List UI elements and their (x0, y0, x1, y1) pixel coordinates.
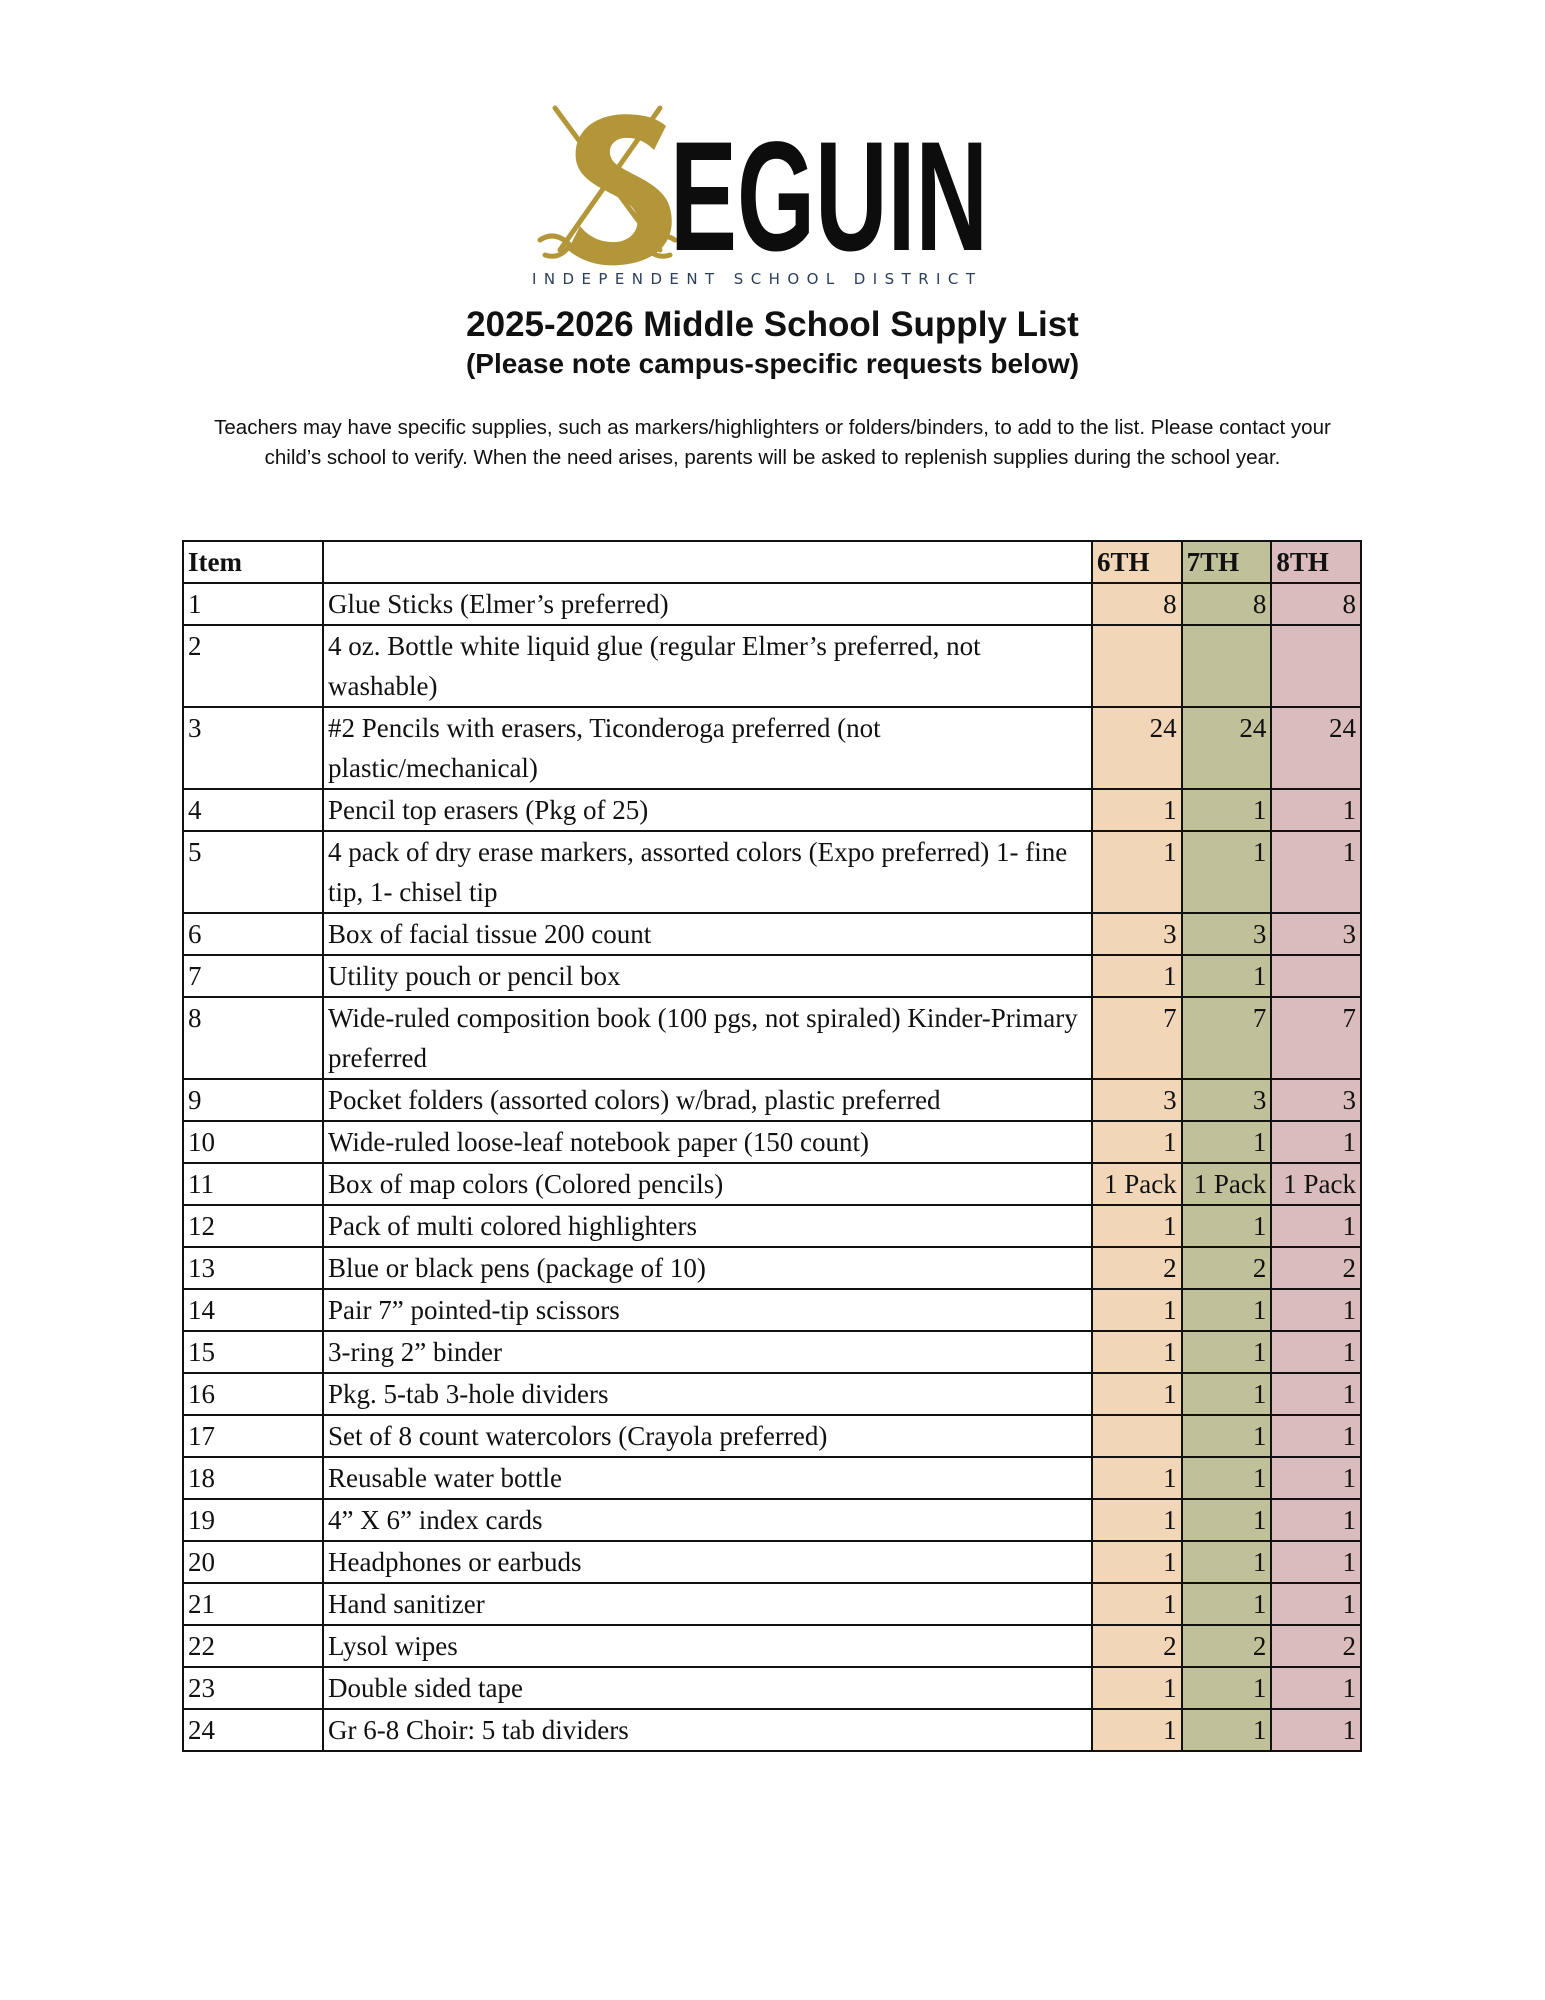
item-number: 16 (183, 1373, 323, 1415)
item-description: Pkg. 5-tab 3-hole dividers (323, 1373, 1092, 1415)
grade-6-quantity: 2 (1092, 1247, 1182, 1289)
item-description: Pocket folders (assorted colors) w/brad, plastic preferred (323, 1079, 1092, 1121)
item-number: 2 (183, 625, 323, 707)
grade-7-quantity: 1 (1182, 1583, 1272, 1625)
grade-8-quantity: 2 (1271, 1247, 1361, 1289)
item-number: 9 (183, 1079, 323, 1121)
table-row (183, 1163, 1361, 1205)
grade-8-quantity: 1 (1271, 1415, 1361, 1457)
item-number: 21 (183, 1583, 323, 1625)
grade-7-quantity: 24 (1182, 707, 1272, 789)
grade-8-quantity: 1 (1271, 831, 1361, 913)
grade-8-quantity: 1 (1271, 1709, 1361, 1751)
item-description: 4 oz. Bottle white liquid glue (regular Elmer’s preferred, not washable) (323, 625, 1092, 707)
grade-8-quantity: 1 (1271, 1373, 1361, 1415)
grade-8-quantity: 1 (1271, 1667, 1361, 1709)
grade-8-quantity: 1 Pack (1271, 1163, 1361, 1205)
table-row (183, 1205, 1361, 1247)
grade-6-quantity: 3 (1092, 913, 1182, 955)
grade-6-quantity: 8 (1092, 583, 1182, 625)
item-number: 23 (183, 1667, 323, 1709)
item-description: Pair 7” pointed-tip scissors (323, 1289, 1092, 1331)
logo-district-name: INDEPENDENT SCHOOL DISTRICT (532, 270, 980, 288)
grade-8-quantity: 3 (1271, 1079, 1361, 1121)
table-row (183, 1331, 1361, 1373)
grade-7-quantity: 8 (1182, 583, 1272, 625)
grade-6-quantity: 1 (1092, 1583, 1182, 1625)
table-row (183, 707, 1361, 789)
grade-6-quantity: 1 (1092, 1667, 1182, 1709)
grade-7-quantity: 2 (1182, 1625, 1272, 1667)
table-row (183, 1373, 1361, 1415)
item-description: Gr 6-8 Choir: 5 tab dividers (323, 1709, 1092, 1751)
item-description: 3-ring 2” binder (323, 1331, 1092, 1373)
item-description: Pack of multi colored highlighters (323, 1205, 1092, 1247)
table-row (183, 1079, 1361, 1121)
item-description: #2 Pencils with erasers, Ticonderoga preferred (not plastic/mechanical) (323, 707, 1092, 789)
supply-table-body (183, 583, 1361, 1751)
item-number: 15 (183, 1331, 323, 1373)
table-row (183, 997, 1361, 1079)
district-logo (520, 100, 1000, 300)
grade-7-quantity: 1 (1182, 1289, 1272, 1331)
header-grade-8: 8TH (1271, 541, 1361, 583)
table-row (183, 625, 1361, 707)
intro-paragraph: Teachers may have specific supplies, such as markers/highlighters or folders/binders, to add to the list. Please contact your child’s school to verify. When the need arises, parents will be asked to replenish supplies during the school year. (214, 416, 1331, 469)
item-number: 17 (183, 1415, 323, 1457)
table-row (183, 1415, 1361, 1457)
item-description: Double sided tape (323, 1667, 1092, 1709)
item-number: 7 (183, 955, 323, 997)
grade-6-quantity: 1 (1092, 1541, 1182, 1583)
item-number: 1 (183, 583, 323, 625)
grade-6-quantity: 1 (1092, 1499, 1182, 1541)
grade-8-quantity: 1 (1271, 1541, 1361, 1583)
grade-6-quantity: 1 (1092, 1205, 1182, 1247)
grade-6-quantity: 1 (1092, 1121, 1182, 1163)
table-row (183, 955, 1361, 997)
grade-8-quantity: 1 (1271, 1331, 1361, 1373)
grade-8-quantity: 7 (1271, 997, 1361, 1079)
item-description: Hand sanitizer (323, 1583, 1092, 1625)
grade-8-quantity: 1 (1271, 1457, 1361, 1499)
grade-6-quantity: 1 (1092, 831, 1182, 913)
grade-7-quantity: 1 (1182, 1205, 1272, 1247)
grade-8-quantity: 1 (1271, 1583, 1361, 1625)
grade-6-quantity: 1 (1092, 1709, 1182, 1751)
table-row (183, 1289, 1361, 1331)
grade-7-quantity: 7 (1182, 997, 1272, 1079)
grade-8-quantity: 1 (1271, 1121, 1361, 1163)
grade-6-quantity: 2 (1092, 1625, 1182, 1667)
item-description: 4” X 6” index cards (323, 1499, 1092, 1541)
grade-6-quantity: 1 (1092, 789, 1182, 831)
table-row (183, 583, 1361, 625)
table-row (183, 1667, 1361, 1709)
grade-8-quantity: 8 (1271, 583, 1361, 625)
item-number: 14 (183, 1289, 323, 1331)
item-description: 4 pack of dry erase markers, assorted colors (Expo preferred) 1- fine tip, 1- chisel tip (323, 831, 1092, 913)
grade-7-quantity: 1 (1182, 1457, 1272, 1499)
table-row (183, 1121, 1361, 1163)
seguin-logo-graphic (520, 100, 1000, 300)
grade-8-quantity: 24 (1271, 707, 1361, 789)
grade-7-quantity: 2 (1182, 1247, 1272, 1289)
grade-8-quantity: 1 (1271, 1499, 1361, 1541)
grade-7-quantity: 1 (1182, 955, 1272, 997)
grade-8-quantity: 1 (1271, 789, 1361, 831)
item-number: 12 (183, 1205, 323, 1247)
item-number: 3 (183, 707, 323, 789)
item-description: Set of 8 count watercolors (Crayola preferred) (323, 1415, 1092, 1457)
grade-6-quantity: 1 (1092, 1331, 1182, 1373)
page-title: 2025-2026 Middle School Supply List (466, 305, 1079, 344)
grade-6-quantity: 1 (1092, 1457, 1182, 1499)
item-number: 18 (183, 1457, 323, 1499)
grade-7-quantity: 1 (1182, 1121, 1272, 1163)
grade-6-quantity: 24 (1092, 707, 1182, 789)
item-number: 20 (183, 1541, 323, 1583)
item-number: 8 (183, 997, 323, 1079)
item-description: Lysol wipes (323, 1625, 1092, 1667)
grade-7-quantity: 3 (1182, 1079, 1272, 1121)
item-number: 19 (183, 1499, 323, 1541)
grade-7-quantity: 1 (1182, 1541, 1272, 1583)
grade-7-quantity: 1 (1182, 1415, 1272, 1457)
grade-6-quantity: 7 (1092, 997, 1182, 1079)
table-row (183, 1457, 1361, 1499)
table-row (183, 1583, 1361, 1625)
supply-table (182, 540, 1362, 1752)
grade-7-quantity: 1 (1182, 1331, 1272, 1373)
item-description: Pencil top erasers (Pkg of 25) (323, 789, 1092, 831)
grade-6-quantity: 1 (1092, 955, 1182, 997)
item-number: 13 (183, 1247, 323, 1289)
grade-6-quantity: 1 Pack (1092, 1163, 1182, 1205)
grade-6-quantity: 1 (1092, 1289, 1182, 1331)
item-description: Headphones or earbuds (323, 1541, 1092, 1583)
grade-7-quantity: 3 (1182, 913, 1272, 955)
logo-s-letter (568, 114, 672, 265)
grade-6-quantity (1092, 1415, 1182, 1457)
table-row (183, 1499, 1361, 1541)
item-number: 5 (183, 831, 323, 913)
table-header-row (183, 541, 1361, 583)
table-row (183, 789, 1361, 831)
page-subtitle: (Please note campus-specific requests below) (465, 348, 1080, 379)
header-description (323, 541, 1092, 583)
item-description: Glue Sticks (Elmer’s preferred) (323, 583, 1092, 625)
logo-wordmark: EGUIN (670, 110, 988, 284)
header-item: Item (183, 541, 323, 583)
grade-8-quantity: 1 (1271, 1205, 1361, 1247)
item-number: 22 (183, 1625, 323, 1667)
grade-7-quantity: 1 (1182, 1709, 1272, 1751)
item-description: Blue or black pens (package of 10) (323, 1247, 1092, 1289)
table-row (183, 1247, 1361, 1289)
item-number: 11 (183, 1163, 323, 1205)
item-description: Box of facial tissue 200 count (323, 913, 1092, 955)
grade-7-quantity: 1 Pack (1182, 1163, 1272, 1205)
item-number: 6 (183, 913, 323, 955)
grade-7-quantity: 1 (1182, 1667, 1272, 1709)
header-grade-7: 7TH (1182, 541, 1272, 583)
grade-8-quantity: 2 (1271, 1625, 1361, 1667)
table-row (183, 913, 1361, 955)
table-row (183, 831, 1361, 913)
grade-6-quantity (1092, 625, 1182, 707)
grade-7-quantity: 1 (1182, 831, 1272, 913)
item-number: 24 (183, 1709, 323, 1751)
item-description: Box of map colors (Colored pencils) (323, 1163, 1092, 1205)
header-grade-6: 6TH (1092, 541, 1182, 583)
item-number: 4 (183, 789, 323, 831)
grade-7-quantity: 1 (1182, 789, 1272, 831)
grade-8-quantity (1271, 955, 1361, 997)
item-description: Utility pouch or pencil box (323, 955, 1092, 997)
grade-6-quantity: 3 (1092, 1079, 1182, 1121)
grade-8-quantity: 1 (1271, 1289, 1361, 1331)
grade-7-quantity: 1 (1182, 1373, 1272, 1415)
grade-6-quantity: 1 (1092, 1373, 1182, 1415)
grade-8-quantity (1271, 625, 1361, 707)
table-row (183, 1709, 1361, 1751)
table-row (183, 1625, 1361, 1667)
grade-7-quantity (1182, 625, 1272, 707)
item-description: Wide-ruled composition book (100 pgs, not spiraled) Kinder-Primary preferred (323, 997, 1092, 1079)
table-row (183, 1541, 1361, 1583)
item-description: Reusable water bottle (323, 1457, 1092, 1499)
item-description: Wide-ruled loose-leaf notebook paper (150 count) (323, 1121, 1092, 1163)
grade-8-quantity: 3 (1271, 913, 1361, 955)
grade-7-quantity: 1 (1182, 1499, 1272, 1541)
item-number: 10 (183, 1121, 323, 1163)
